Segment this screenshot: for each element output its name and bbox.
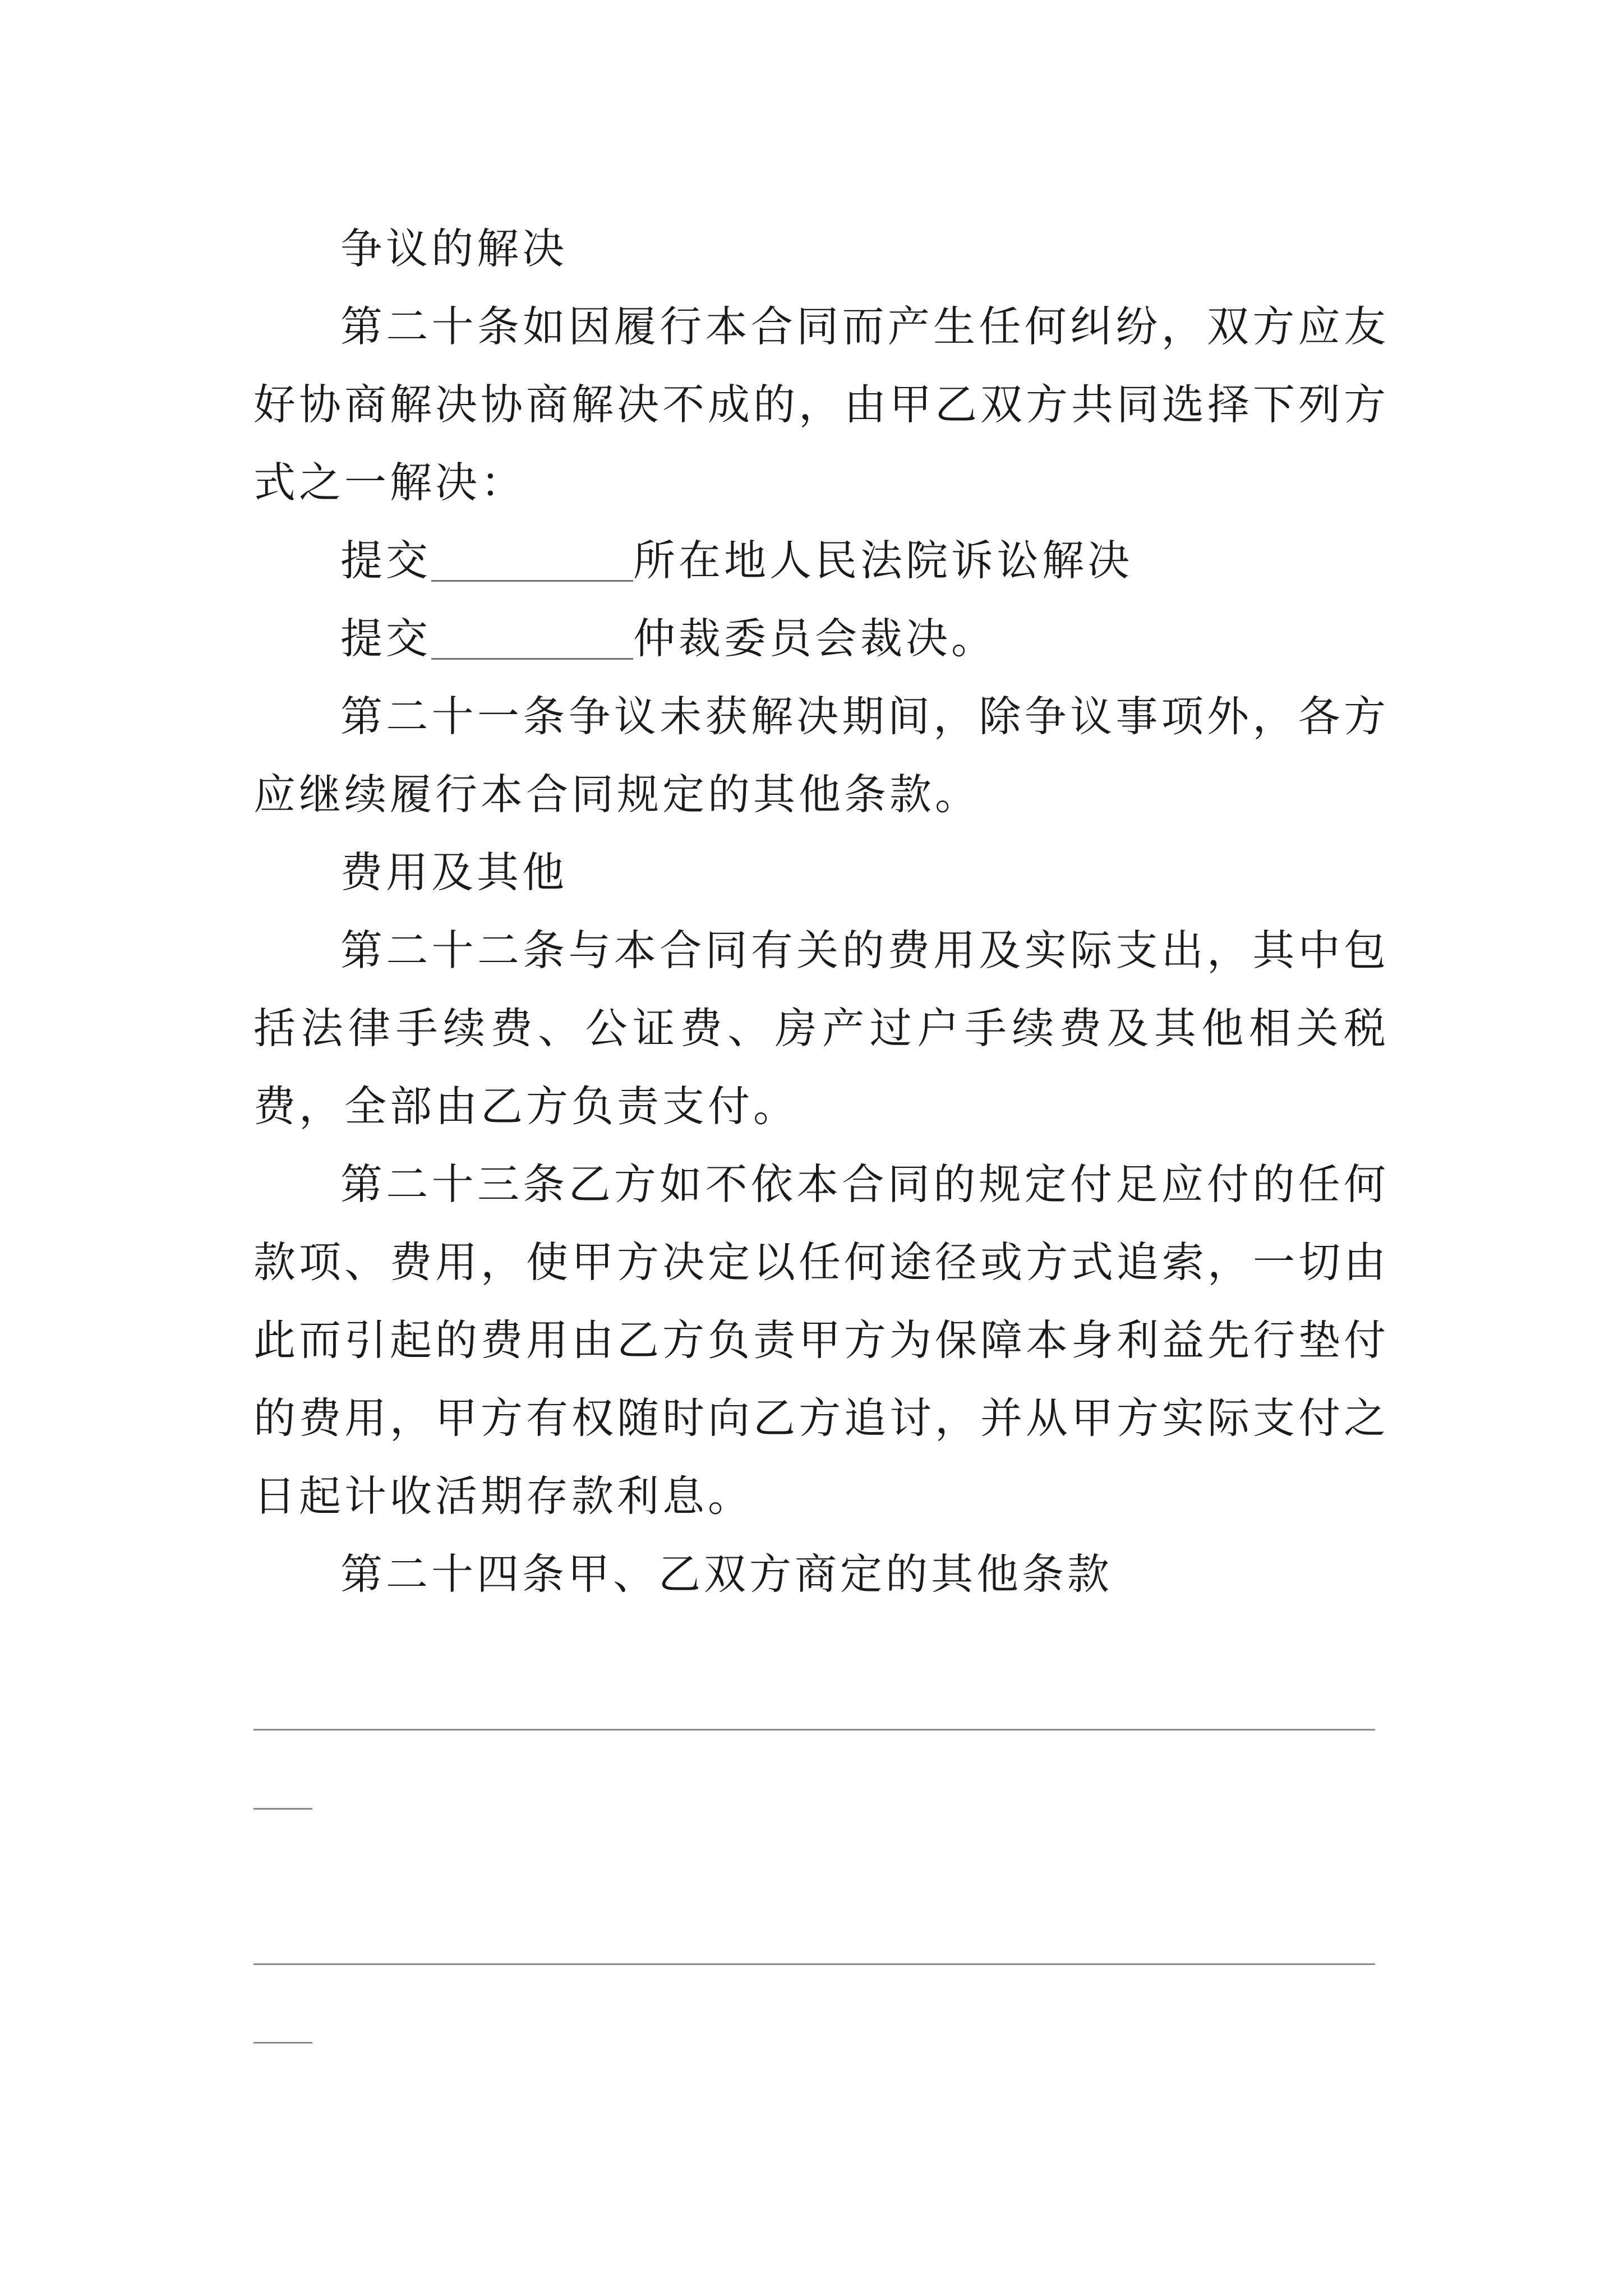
document-body [253, 210, 1389, 1613]
option-court [253, 522, 1389, 600]
option-court-prefix: 提交 [340, 536, 432, 585]
article-23: 第二十三条乙方如不依本合同的规定付足应付的任何款项、费用，使甲方决定以任何途径或方式追索，一切由此而引起的费用由乙方负责甲方为保障本身利益先行垫付的费用，甲方有权随时向乙方追讨，并从甲方实际支付之日起计收活期存款利息。 [253, 1159, 1390, 1521]
article-24: 第二十四条甲、乙双方商定的其他条款 [340, 1549, 1113, 1599]
option-arbitration-prefix: 提交 [340, 614, 432, 663]
arbitration-blank [431, 616, 633, 660]
fill-line-2 [253, 1963, 1375, 1965]
article-22: 第二十二条与本合同有关的费用及实际支出，其中包括法律手续费、公证费、房产过户手续费及其他相关税费，全部由乙方负责支付。 [253, 926, 1389, 1131]
fill-line-1-continuation [253, 1808, 312, 1810]
fill-line-2-continuation [253, 2042, 312, 2044]
section-heading-dispute: 争议的解决 [340, 224, 568, 273]
option-arbitration [253, 600, 1389, 678]
fill-line-1 [253, 1729, 1375, 1731]
article-20: 第二十条如因履行本合同而产生任何纠纷，双方应友好协商解决协商解决不成的，由甲乙双方共同选择下列方式之一解决： [253, 302, 1390, 507]
section-heading-fees: 费用及其他 [340, 848, 568, 897]
option-court-suffix: 所在地人民法院诉讼解决 [633, 536, 1133, 585]
option-arbitration-suffix: 仲裁委员会裁决。 [633, 614, 997, 663]
article-21: 第二十一条争议未获解决期间，除争议事项外，各方应继续履行本合同规定的其他条款。 [253, 692, 1389, 819]
court-blank [431, 538, 633, 582]
